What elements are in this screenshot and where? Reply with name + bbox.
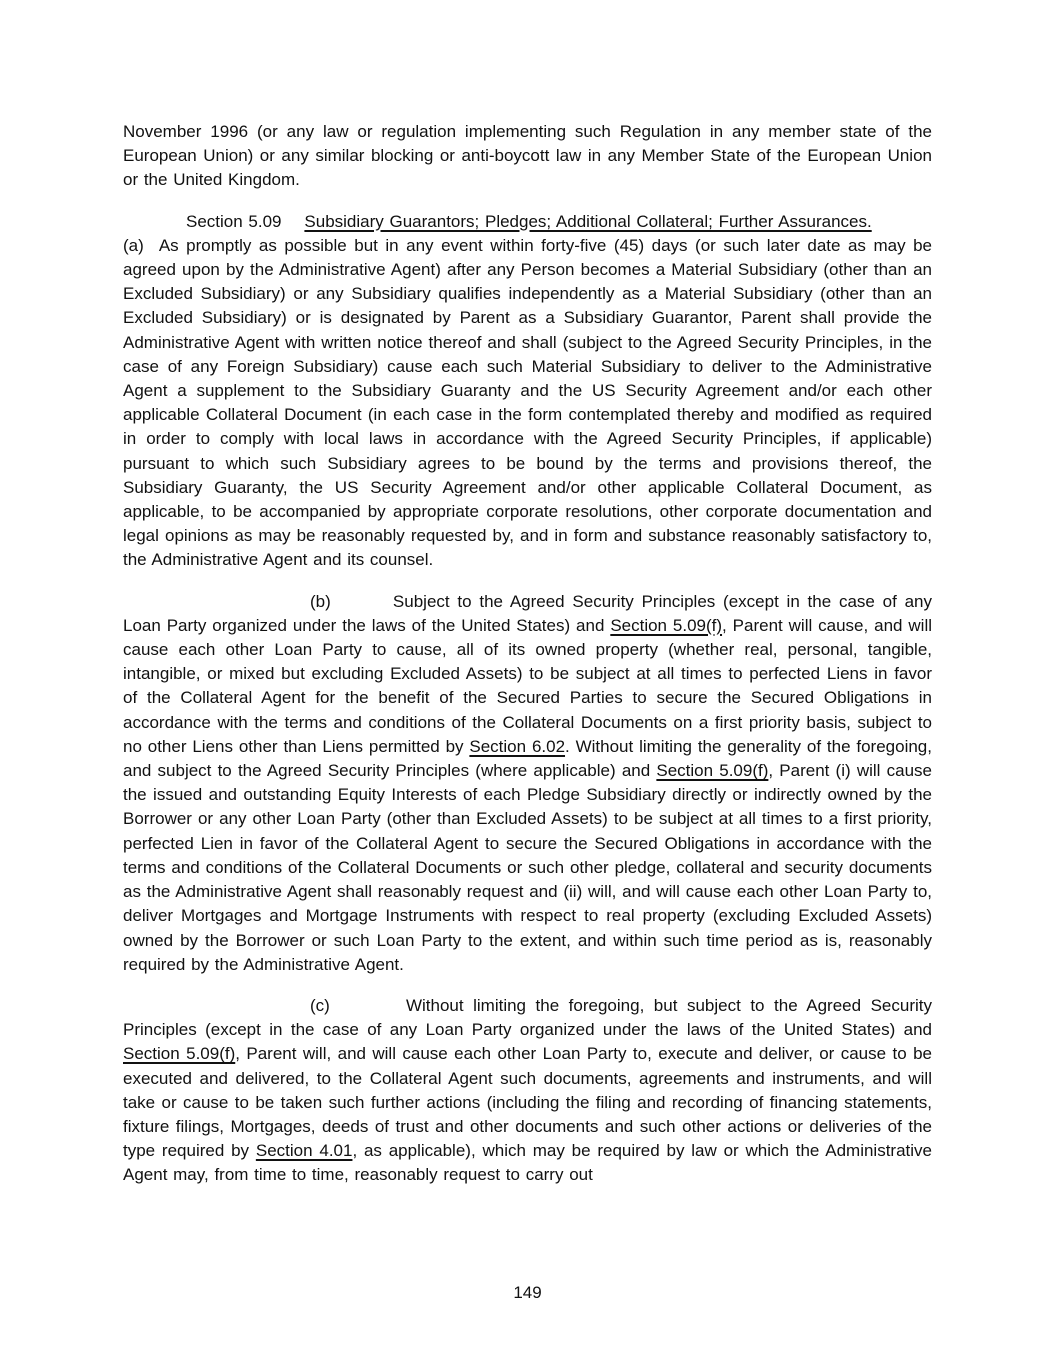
paragraph-b [123,590,932,977]
text-segment: (b) Subject to the Agreed Security Principles (except in the case of any Loan Party organized under the laws of the United States) and [123,591,932,635]
text-segment: Section 5.09 [186,211,305,231]
underlined-text: Section 6.02 [469,736,566,756]
underlined-text: Subsidiary Guarantors; Pledges; Additional Collateral; Further Assurances. [304,211,872,231]
text-segment: , Parent will, and will cause each other Loan Party to, execute and deliver, or cause to be executed and delivered, to the Collateral Agent such documents, agreements and instruments, and will take or cause to be taken such further actions (including the filing and recording of financing statements, fixture filings, Mortgages, deeds of trust and other documents and such other actions or deliveries of the type required by [123,1044,932,1161]
underlined-text: Section 5.09(f) [656,761,769,781]
page-number: 149 [513,1283,542,1302]
underlined-text: Section 5.09(f) [610,615,723,635]
paragraph-c [123,994,932,1188]
continuation-paragraph [123,120,932,193]
text-segment: , as applicable), which may be required by law or which the Administrative Agent may, from time to time, reasonably request to carry out [123,1141,932,1185]
text-segment: , Parent (i) will cause the issued and outstanding Equity Interests of each Pledge Subsidiary directly or indirectly owned by the Borrower or any other Loan Party (other than Excluded Assets) to be subject at all times to a first priority, perfected Lien in favor of the Collateral Agent to secure the Secured Obligations in accordance with the terms and conditions of the Collateral Documents or such other pledge, collateral and security documents as the Administrative Agent shall reasonably request and (ii) will, and will cause each other Loan Party to, deliver Mortgages and Mortgage Instruments with respect to real property (excluding Excluded Assets) owned by the Borrower or such Loan Party to the extent, and within such time period as is, reasonably required by the Administrative Agent. [123,761,932,974]
underlined-text: Section 5.09(f) [123,1044,236,1064]
underlined-text: Section 4.01 [255,1141,353,1161]
text-segment: (c) Without limiting the foregoing, but subject to the Agreed Security Principles (except in the case of any Loan Party organized under the laws of the United States) and [123,995,932,1040]
text-segment: November 1996 (or any law or regulation implementing such Regulation in any member state of the European Union) or any similar blocking or anti-boycott law in any Member State of the European Union or the United Kingdom. [123,122,932,190]
paragraph-a [123,234,932,573]
text-segment: . Without limiting the generality of the foregoing, and subject to the Agreed Security Principles (where applicable) and [123,736,932,781]
document-body [123,120,932,1205]
text-segment: (a) As promptly as possible but in any event within forty-five (45) days (or such later date as may be agreed upon by the Administrative Agent) after any Person becomes a Material Subsidiary (other than an Excluded Subsidiary) or any Subsidiary qualifies independently as a Material Subsidiary (other than an Excluded Subsidiary) or is designated by Parent as a Subsidiary Guarantor, Parent shall provide the Administrative Agent with written notice thereof and shall (subject to the Agreed Security Principles, in the case of any Foreign Subsidiary) cause each such Material Subsidiary to deliver to the Administrative Agent a supplement to the Subsidiary Guaranty and the US Security Agreement and/or each other applicable Collateral Document (in each case in the form contemplated thereby and modified as required in order to comply with local laws in accordance with the Agreed Security Principles, if applicable) pursuant to which such Subsidiary agrees to be bound by the terms and provisions thereof, the Subsidiary Guaranty, the US Security Agreement and/or other applicable Collateral Document, as applicable, to be accompanied by appropriate corporate resolutions, other corporate documentation and legal opinions as may be reasonably requested by, and in form and substance reasonably satisfactory to, the Administrative Agent and its counsel. [123,235,932,570]
text-segment: , Parent will cause, and will cause each other Loan Party to cause, all of its owned property (whether real, personal, tangible, intangible, or mixed but excluding Excluded Assets) to be subject at all times to perfected Liens in favor of the Collateral Agent for the benefit of the Secured Parties to secure the Secured Obligations in accordance with the terms and conditions of the Collateral Documents on a first priority basis, subject to no other Liens other than Liens permitted by [123,615,933,756]
section-5-09-heading [123,210,932,234]
